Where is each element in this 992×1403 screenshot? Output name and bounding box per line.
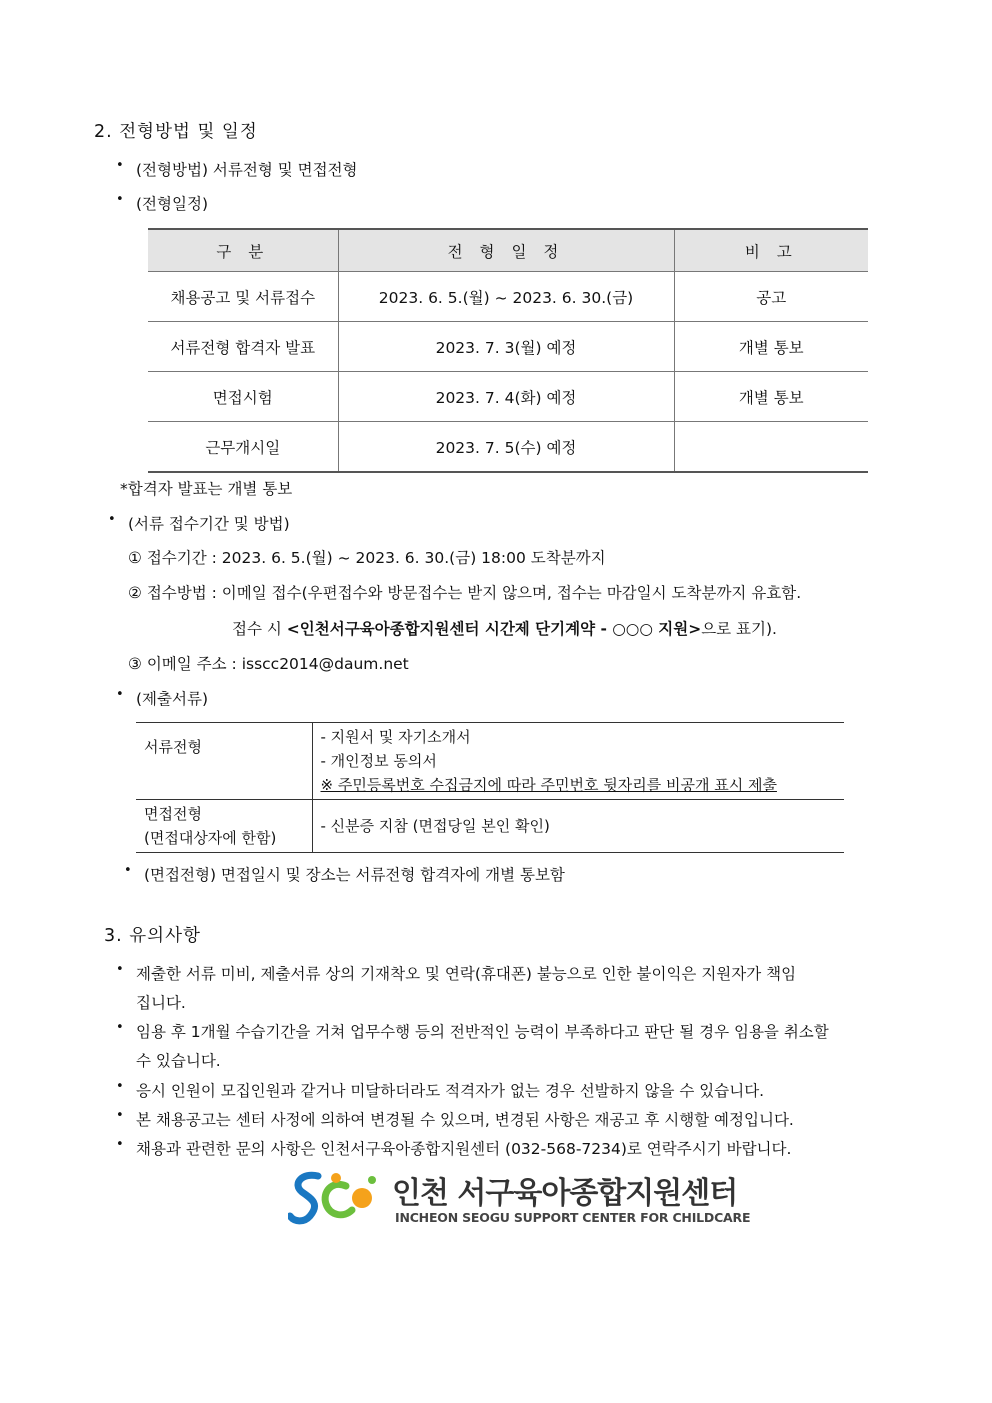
cell: 채용공고 및 서류접수 xyxy=(148,272,338,322)
doc-stage: 서류전형 xyxy=(144,738,202,756)
interview-stage-line1: 면접전형 xyxy=(144,805,202,823)
list-item: - 개인정보 동의서 xyxy=(320,752,437,770)
interview-stage-line2: (면접대상자에 한함) xyxy=(144,829,277,847)
subject-bold: <인천서구육아종합지원센터 시간제 단기계약 - ○○○ 지원> xyxy=(286,620,702,638)
application-method: ② 접수방법 : 이메일 접수(우편접수와 방문접수는 받지 않으며, 접수는 마감일시 도착분까지 유효함. xyxy=(128,584,802,602)
doc-note: ※ 주민등록번호 수집금지에 따라 주민번호 뒷자리를 비공개 표시 제출 xyxy=(320,776,777,794)
table-row xyxy=(148,372,868,422)
cell: 2023. 6. 5.(월) ~ 2023. 6. 30.(금) xyxy=(338,272,674,322)
list-item: • 임용 후 1개월 수습기간을 거쳐 업무수행 등의 전반적인 능력이 부족하다고 판단 될 경우 임용을 취소할 xyxy=(136,1020,829,1042)
interview-stage xyxy=(136,800,312,853)
cell: 개별 통보 xyxy=(674,322,868,372)
section-3-title: 3. 유의사항 xyxy=(104,926,201,946)
cell xyxy=(674,422,868,473)
interview-notice: • (면접전형) 면접일시 및 장소는 서류전형 합격자에 개별 통보함 xyxy=(144,863,565,885)
list-item: • 본 채용공고는 센터 사정에 의하여 변경될 수 있으며, 변경된 사항은 재공고 후 시행할 예정입니다. xyxy=(136,1108,794,1130)
interview-item: - 신분증 지참 (면접당일 본인 확인) xyxy=(312,800,844,853)
method-text: • (전형방법) 서류전형 및 면접전형 xyxy=(136,158,358,180)
list-item-continued: 수 있습니다. xyxy=(136,1052,221,1070)
cell: 면접시험 xyxy=(148,372,338,422)
table-row xyxy=(136,723,844,800)
list-item: • 응시 인원이 모집인원과 같거나 미달하더라도 적격자가 없는 경우 선발하지 않을 수 있습니다. xyxy=(136,1079,764,1101)
cell: 공고 xyxy=(674,272,868,322)
schedule-table xyxy=(148,228,868,473)
logo-mark-icon xyxy=(288,1168,383,1228)
cell: 개별 통보 xyxy=(674,372,868,422)
table-row xyxy=(148,322,868,372)
list-item-continued: 집니다. xyxy=(136,994,186,1012)
section-2-title: 2. 전형방법 및 일정 xyxy=(94,122,258,142)
cell: 2023. 7. 4(화) 예정 xyxy=(338,372,674,422)
cell: 2023. 7. 5(수) 예정 xyxy=(338,422,674,473)
list-item: - 지원서 및 자기소개서 xyxy=(320,728,471,746)
table-row xyxy=(136,800,844,853)
cell: 서류전형 합격자 발표 xyxy=(148,322,338,372)
subject-suffix: 으로 표기). xyxy=(701,620,777,638)
header-schedule: 전 형 일 정 xyxy=(338,229,674,272)
announcement-note: *합격자 발표는 개별 통보 xyxy=(120,480,293,498)
documents-label: • (제출서류) xyxy=(136,687,208,709)
logo-english: INCHEON SEOGU SUPPORT CENTER FOR CHILDCARE xyxy=(395,1210,751,1225)
email-address: ③ 이메일 주소 : isscc2014@daum.net xyxy=(128,655,409,673)
header-remarks: 비 고 xyxy=(674,229,868,272)
logo-korean: 인천 서구육아종합지원센터 xyxy=(392,1176,738,1211)
list-item: • 제출한 서류 미비, 제출서류 상의 기재착오 및 연락(휴대폰) 불능으로 인한 불이익은 지원자가 책임 xyxy=(136,962,796,984)
table-header-row xyxy=(148,229,868,272)
table-row xyxy=(148,272,868,322)
cell: 2023. 7. 3(월) 예정 xyxy=(338,322,674,372)
application-period: ① 접수기간 : 2023. 6. 5.(월) ~ 2023. 6. 30.(금) 18:00 도착분까지 xyxy=(128,549,606,567)
doc-items xyxy=(312,723,844,800)
subject-prefix: 접수 시 xyxy=(232,620,287,638)
application-label: • (서류 접수기간 및 방법) xyxy=(128,512,290,534)
table-row xyxy=(148,422,868,473)
documents-table xyxy=(136,722,844,853)
center-logo xyxy=(288,1168,751,1230)
email-subject-format xyxy=(232,617,777,639)
schedule-label: • (전형일정) xyxy=(136,192,208,214)
header-category: 구 분 xyxy=(148,229,338,272)
list-item: • 채용과 관련한 문의 사항은 인천서구육아종합지원센터 (032-568-7234)로 연락주시기 바랍니다. xyxy=(136,1137,791,1159)
cell: 근무개시일 xyxy=(148,422,338,473)
